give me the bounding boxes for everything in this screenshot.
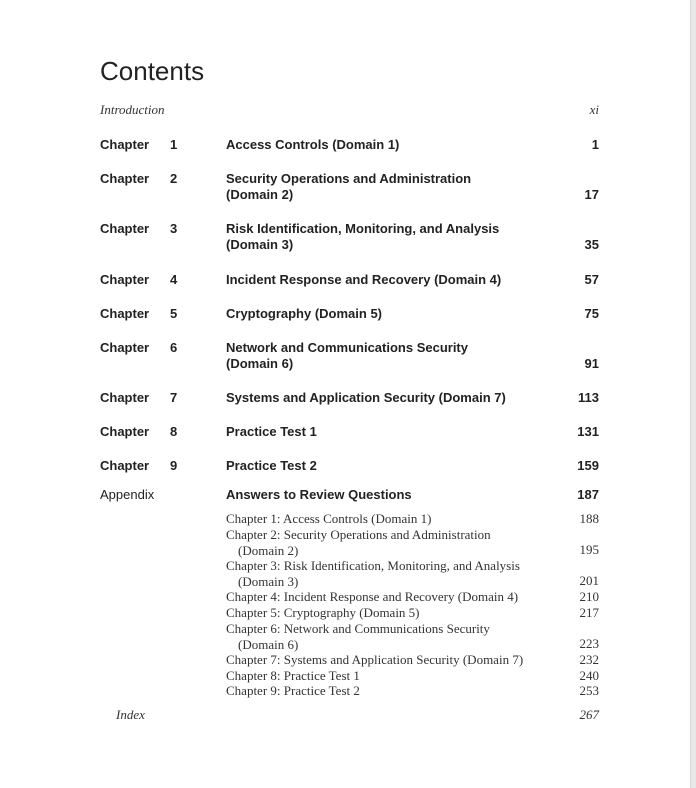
entry-page: 217: [579, 605, 599, 620]
entry-page: 223: [579, 636, 599, 651]
entry-page: 240: [579, 668, 599, 683]
entry-page: 232: [579, 652, 599, 667]
chapter-title: Practice Test 1: [226, 424, 317, 439]
chapter-label: Chapter: [100, 137, 150, 152]
page-title: Contents: [100, 56, 205, 86]
chapter-number: 9: [170, 458, 178, 473]
chapter-number: 7: [170, 390, 178, 405]
entry-page: 210: [579, 589, 599, 604]
entry-title: Chapter 5: Cryptography (Domain 5): [226, 605, 420, 620]
entry-title: Chapter 9: Practice Test 2: [226, 683, 360, 698]
chapter-label: Chapter: [100, 390, 150, 405]
appendix-label: Appendix: [100, 487, 155, 502]
chapter-title: Access Controls (Domain 1): [226, 137, 400, 152]
chapter-page: 91: [584, 356, 599, 371]
chapter-label: Chapter: [100, 272, 150, 287]
chapter-page: 1: [591, 137, 599, 152]
entry-page: 253: [579, 683, 599, 698]
entry-title: Chapter 8: Practice Test 1: [226, 668, 360, 683]
chapter-page: 75: [584, 306, 599, 321]
entry-page: 195: [579, 542, 599, 557]
chapter-title: Cryptography (Domain 5): [226, 306, 383, 321]
chapter-number: 5: [170, 306, 178, 321]
chapter-page: 17: [584, 187, 599, 202]
chapter-number: 6: [170, 340, 178, 355]
chapter-page: 113: [578, 390, 599, 405]
chapter-number: 8: [170, 424, 178, 439]
chapter-number: 4: [170, 272, 178, 287]
introduction-label: Introduction: [100, 102, 165, 117]
chapter-label: Chapter: [100, 424, 150, 439]
chapter-page: 131: [577, 424, 599, 439]
chapter-title: Network and Communications Security (Domain 6): [226, 340, 468, 371]
entry-page: 188: [579, 511, 599, 526]
chapter-label: Chapter: [100, 458, 150, 473]
entry-title-line2: (Domain 6): [238, 636, 299, 652]
chapter-label: Chapter: [100, 306, 150, 321]
page-edge: [690, 0, 696, 788]
chapter-number: 2: [170, 171, 178, 186]
index-page: 267: [579, 707, 599, 722]
chapter-page: 35: [584, 237, 599, 252]
entry-title: Chapter 7: Systems and Application Security (Domain 7): [226, 652, 524, 667]
chapter-title: Security Operations and Administration (Domain 2): [226, 171, 472, 202]
entry-title: Chapter 4: Incident Response and Recovery (Domain 4): [226, 589, 519, 604]
chapter-label: Chapter: [100, 171, 150, 186]
appendix-page: 187: [577, 487, 599, 502]
introduction-page: xi: [589, 102, 599, 117]
entry-title-line2: (Domain 3): [238, 573, 299, 589]
chapter-label: Chapter: [100, 221, 150, 236]
entry-page: 201: [579, 573, 599, 588]
chapter-page: 159: [577, 458, 599, 473]
entry-title: [226, 527, 546, 558]
appendix-title: Answers to Review Questions: [226, 487, 412, 502]
chapter-title: Incident Response and Recovery (Domain 4): [226, 272, 502, 287]
chapter-number: 1: [170, 137, 178, 152]
entry-title-line1: Chapter 6: Network and Communications Security: [226, 621, 490, 636]
entry-title-line1: Chapter 2: Security Operations and Administration: [226, 527, 491, 542]
index-label: Index: [116, 707, 145, 722]
chapter-number: 3: [170, 221, 178, 236]
chapter-label: Chapter: [100, 340, 150, 355]
chapter-page: 57: [584, 272, 599, 287]
chapter-title: Practice Test 2: [226, 458, 317, 473]
entry-title-line2: (Domain 2): [238, 542, 299, 558]
entry-title-line1: Chapter 3: Risk Identification, Monitoring, and Analysis: [226, 558, 520, 573]
entry-title: [226, 621, 546, 652]
entry-title: Chapter 1: Access Controls (Domain 1): [226, 511, 432, 526]
chapter-title: Systems and Application Security (Domain 7): [226, 390, 506, 405]
entry-title: [226, 558, 546, 589]
chapter-title: Risk Identification, Monitoring, and Analysis (Domain 3): [226, 221, 500, 252]
